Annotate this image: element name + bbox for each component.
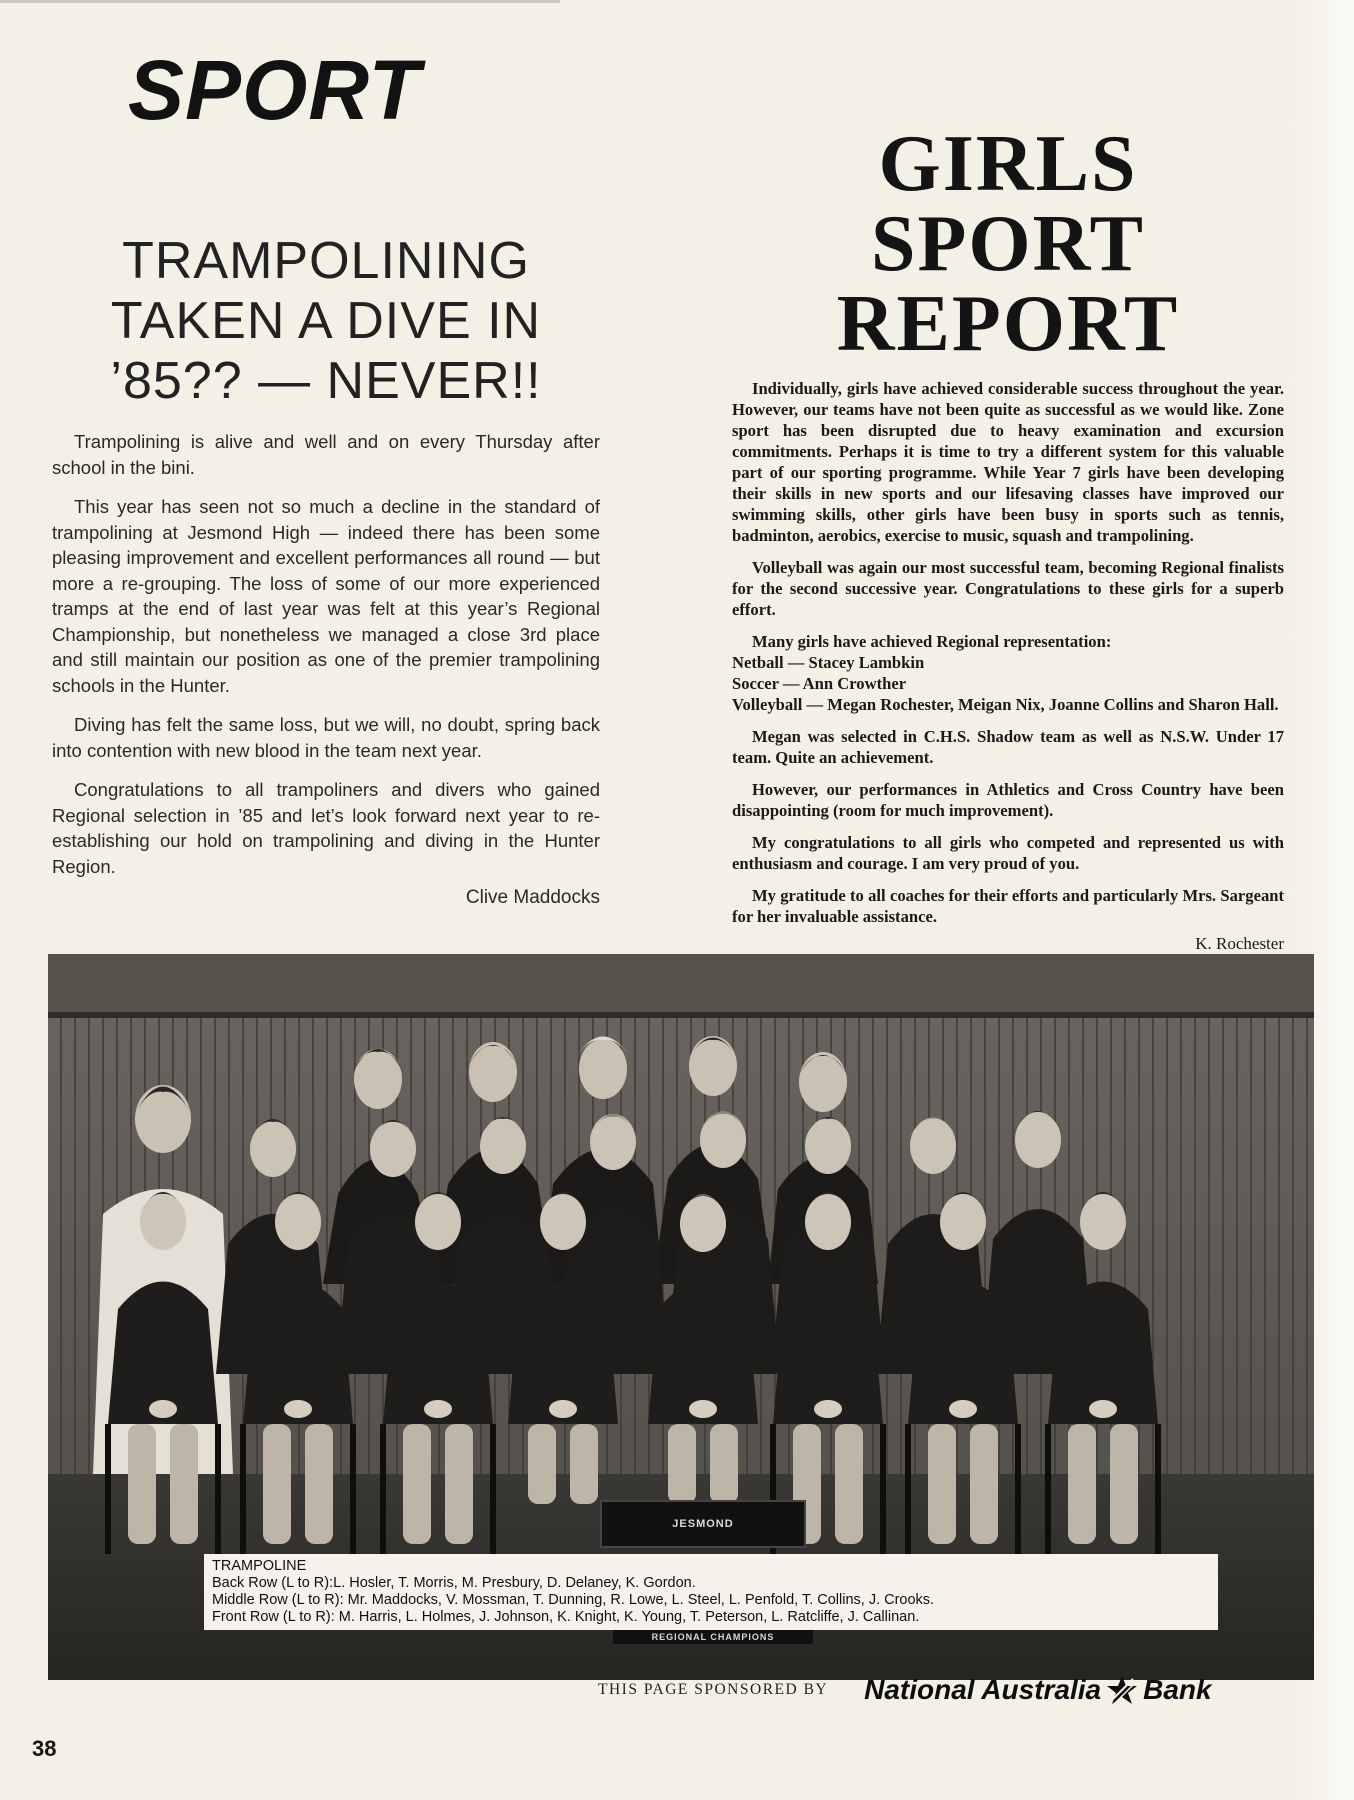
caption-line: Middle Row (L to R): Mr. Maddocks, V. Mossman, T. Dunning, R. Lowe, L. Steel, L. Penfold, T. Collins, J. Crooks.	[212, 1592, 935, 1608]
sponsor-logo	[864, 1674, 1211, 1706]
caption-title: TRAMPOLINE	[212, 1558, 307, 1574]
paragraph: Individually, girls have achieved considerable success throughout the year. However, our teams have not been quite as successful as we would like. Zone sport has been disrupted due to heavy examination and excursion commitments. Perhaps it is time to try a different system for this valuable part of our sporting programme. While Year 7 girls have been developing their skills in new sports and our lifesaving classes have improved our swimming skills, other girls have been busy in sports such as tennis, badminton, aerobics, exercise to music, squash and trampolining.	[732, 379, 1284, 545]
section-title: SPORT	[128, 43, 421, 137]
girls-sport-headline	[732, 120, 1284, 368]
page-number: 38	[32, 1736, 57, 1761]
photo-caption	[204, 1554, 1218, 1630]
girls-sport-body	[732, 378, 1284, 954]
team-banner: JESMOND	[600, 1500, 806, 1548]
caption-line: Back Row (L to R):L. Hosler, T. Morris, M. Presbury, D. Delaney, K. Gordon.	[212, 1575, 696, 1591]
sponsor-name-part2: Bank	[1143, 1674, 1212, 1705]
sponsor-label: THIS PAGE SPONSORED BY	[598, 1681, 829, 1698]
caption-line: Front Row (L to R): M. Harris, L. Holmes, J. Johnson, K. Knight, K. Young, T. Peterson, L. Ratcliffe, J. Callinan.	[212, 1609, 920, 1625]
representation-line: Soccer — Ann Crowther	[732, 674, 907, 693]
headline-line-1: TRAMPOLINING	[122, 232, 530, 290]
author-byline: K. Rochester	[1195, 934, 1284, 953]
trampolining-body	[52, 429, 600, 909]
paragraph: Congratulations to all trampoliners and divers who gained Regional selection in ’85 and let’s look forward next year to re-establishing our hold on trampolining and diving in the Hunter Region.	[52, 779, 600, 877]
paragraph: However, our performances in Athletics and Cross Country have been disappointing (room for much improvement).	[732, 780, 1284, 820]
trampolining-article	[52, 232, 600, 909]
headline-line-2: REPORT	[836, 280, 1180, 368]
sponsor-name-part1: National Australia	[864, 1674, 1102, 1705]
headline-line-1: GIRLS SPORT	[871, 120, 1145, 288]
representation-list	[732, 631, 1284, 715]
representation-intro: Many girls have achieved Regional representation:	[752, 632, 1112, 651]
representation-line: Netball — Stacey Lambkin	[732, 653, 925, 672]
paragraph: Volleyball was again our most successful team, becoming Regional finalists for the second successive year. Congratulations to these girls for a superb effort.	[732, 558, 1284, 619]
star-logo-icon	[1105, 1675, 1139, 1705]
paragraph: Trampolining is alive and well and on every Thursday after school in the bini.	[52, 431, 600, 478]
paragraph: My congratulations to all girls who competed and represented us with enthusiasm and courage. I am very proud of you.	[732, 833, 1284, 873]
sponsor-line	[598, 1668, 1328, 1712]
top-rule	[0, 0, 560, 3]
paragraph: My gratitude to all coaches for their efforts and particularly Mrs. Sargeant for her invaluable assistance.	[732, 886, 1284, 926]
paragraph: Diving has felt the same loss, but we will, no doubt, spring back into contention with new blood in the team next year.	[52, 714, 600, 761]
representation-line: Volleyball — Megan Rochester, Meigan Nix, Joanne Collins and Sharon Hall.	[732, 695, 1279, 714]
author-byline: Clive Maddocks	[465, 887, 600, 909]
headline-line-3: ’85?? — NEVER!!	[110, 351, 542, 410]
paragraph: This year has seen not so much a decline in the standard of trampolining at Jesmond High — indeed there has been some pleasing improvement and excellent performances all round — but more a re-grouping. The loss of some of our more experienced tramps at the end of last year was felt at this year’s Regional Championship, but nonetheless we managed a close 3rd place and still maintain our position as one of the premier trampolining schools in the Hunter.	[52, 496, 600, 696]
paragraph: Megan was selected in C.H.S. Shadow team as well as N.S.W. Under 17 team. Quite an achievement.	[732, 727, 1284, 767]
trampolining-headline	[52, 232, 600, 411]
team-photograph	[48, 954, 1314, 1680]
headline-line-2: TAKEN A DIVE IN	[110, 291, 542, 350]
girls-sport-article	[732, 120, 1284, 954]
regional-champions-tag: REGIONAL CHAMPIONS	[613, 1630, 813, 1644]
